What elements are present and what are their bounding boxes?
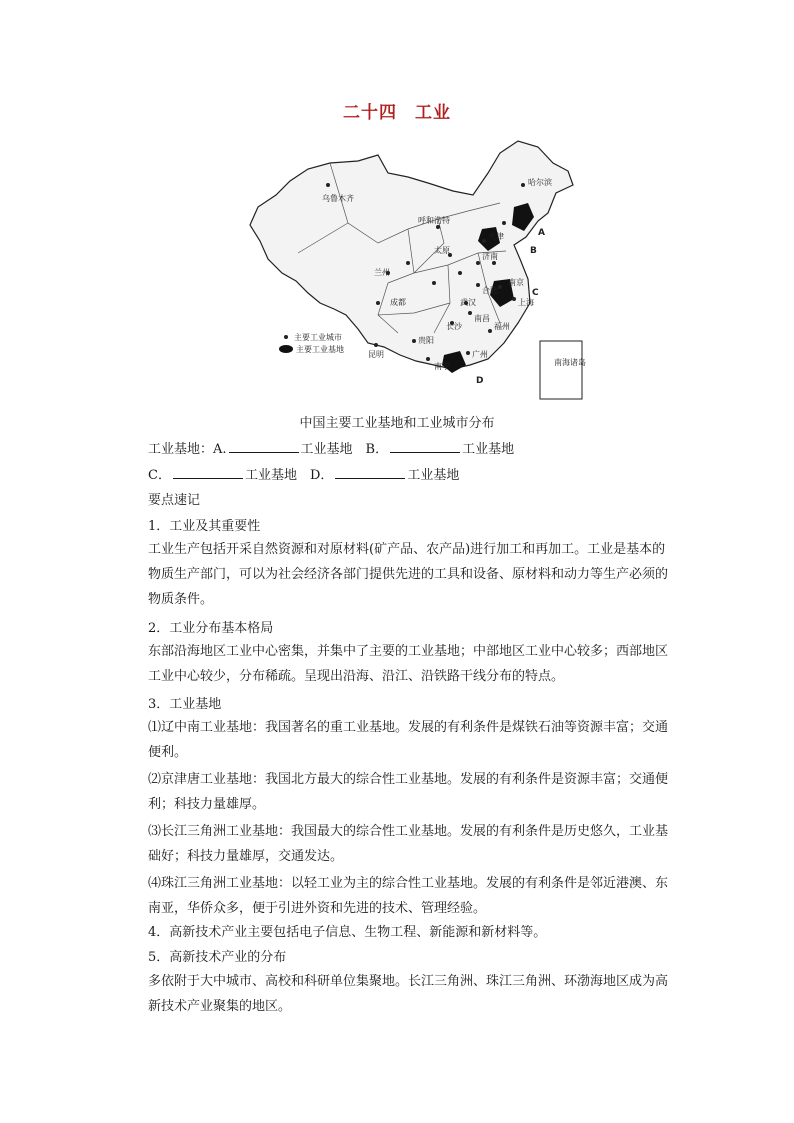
city-label: 济南 — [482, 252, 498, 261]
map-svg — [238, 133, 586, 405]
item-4: 4．高新技术产业主要包括电子信息、生物工程、新能源和新材料等。 — [148, 925, 547, 940]
map-caption: 中国主要工业基地和工业城市分布 — [299, 416, 495, 431]
city-label: 成都 — [390, 298, 406, 307]
city-label: 兰州 — [374, 268, 390, 277]
fill-in-line-2 — [148, 464, 459, 483]
item-1-text: 工业生产包括开采自然资源和对原材料(矿产品、农产品)进行加工和再加工。工业是基本的物质生产部门，可以为社会经济各部门提供先进的工具和设备、原材料和动力等生产必须的物质条件。 — [148, 542, 669, 607]
fill-b-suffix: 工业基地 — [462, 442, 515, 457]
city-label: 上海 — [518, 298, 534, 307]
city-label: 太原 — [434, 246, 450, 255]
city-label: 贵阳 — [418, 336, 434, 345]
city-label: 天津 — [488, 232, 504, 241]
china-industry-map — [238, 133, 586, 405]
city-label: 武汉 — [460, 298, 476, 307]
blank-a[interactable] — [229, 440, 299, 453]
legend-city-label: 主要工业城市 — [294, 333, 342, 342]
legend-city-symbol — [284, 335, 288, 339]
base-2: ⑵京津唐工业基地：我国北方最大的综合性工业基地。发展的有利条件是资源丰富；交通便利；科技力量雄厚。 — [148, 772, 669, 812]
city-label: 南京 — [508, 278, 524, 287]
city-label: 广州 — [472, 350, 488, 359]
city-label: 福州 — [494, 322, 510, 331]
section-header: 要点速记 — [148, 493, 201, 508]
item-2-text: 东部沿海地区工业中心密集，并集中了主要的工业基地；中部地区工业中心较多；西部地区工业中心较少，分布稀疏。呈现出沿海、沿江、沿铁路干线分布的特点。 — [148, 644, 669, 684]
item-5-text: 多依附于大中城市、高校和科研单位集聚地。长江三角洲、珠江三角洲、环渤海地区成为高新技术产业聚集的地区。 — [148, 974, 669, 1014]
base-label-c: C — [532, 288, 539, 298]
city-label: 南宁 — [434, 362, 450, 371]
fill-a-suffix: 工业基地 B． — [300, 442, 389, 457]
south-china-sea-inset — [540, 341, 582, 399]
blank-b[interactable] — [390, 440, 460, 453]
item-1-heading: 1．工业及其重要性 — [148, 519, 261, 534]
blank-c[interactable] — [173, 466, 243, 479]
item-5-heading: 5．高新技术产业的分布 — [148, 950, 287, 965]
blank-d[interactable] — [335, 466, 405, 479]
city-label: 合肥 — [482, 286, 498, 295]
fill-prefix-c: C． — [148, 468, 171, 483]
base-1: ⑴辽中南工业基地：我国著名的重工业基地。发展的有利条件是煤铁石油等资源丰富；交通便利。 — [148, 720, 669, 760]
base-label-d: D — [476, 376, 484, 386]
base-label-a: A — [538, 228, 545, 238]
fill-c-suffix: 工业基地 D． — [244, 468, 334, 483]
inset-label: 南海诸岛 — [554, 358, 586, 367]
fill-d-suffix: 工业基地 — [407, 468, 460, 483]
city-label: 长沙 — [446, 322, 462, 331]
base-3: ⑶长江三角洲工业基地：我国最大的综合性工业基地。发展的有利条件是历史悠久，工业基础好；科技力量雄厚，交通发达。 — [148, 824, 669, 864]
legend-base-label: 主要工业基地 — [296, 345, 344, 354]
city-label: 南昌 — [474, 314, 490, 323]
legend-base-symbol — [279, 345, 293, 353]
fill-prefix: 工业基地：A. — [148, 442, 227, 457]
fill-in-line-1 — [148, 438, 514, 457]
item-2-heading: 2．工业分布基本格局 — [148, 621, 274, 636]
city-label: 昆明 — [368, 350, 384, 359]
item-3-heading: 3．工业基地 — [148, 697, 222, 712]
city-label: 哈尔滨 — [528, 178, 552, 187]
city-label: 乌鲁木齐 — [322, 194, 354, 203]
base-label-b: B — [530, 246, 537, 256]
page-title: 二十四 工业 — [343, 103, 451, 123]
city-label: 呼和浩特 — [418, 216, 450, 225]
base-4: ⑷珠江三角洲工业基地：以轻工业为主的综合性工业基地。发展的有利条件是邻近港澳、东南亚，华侨众多，便于引进外资和先进的技术、管理经验。 — [148, 876, 669, 916]
